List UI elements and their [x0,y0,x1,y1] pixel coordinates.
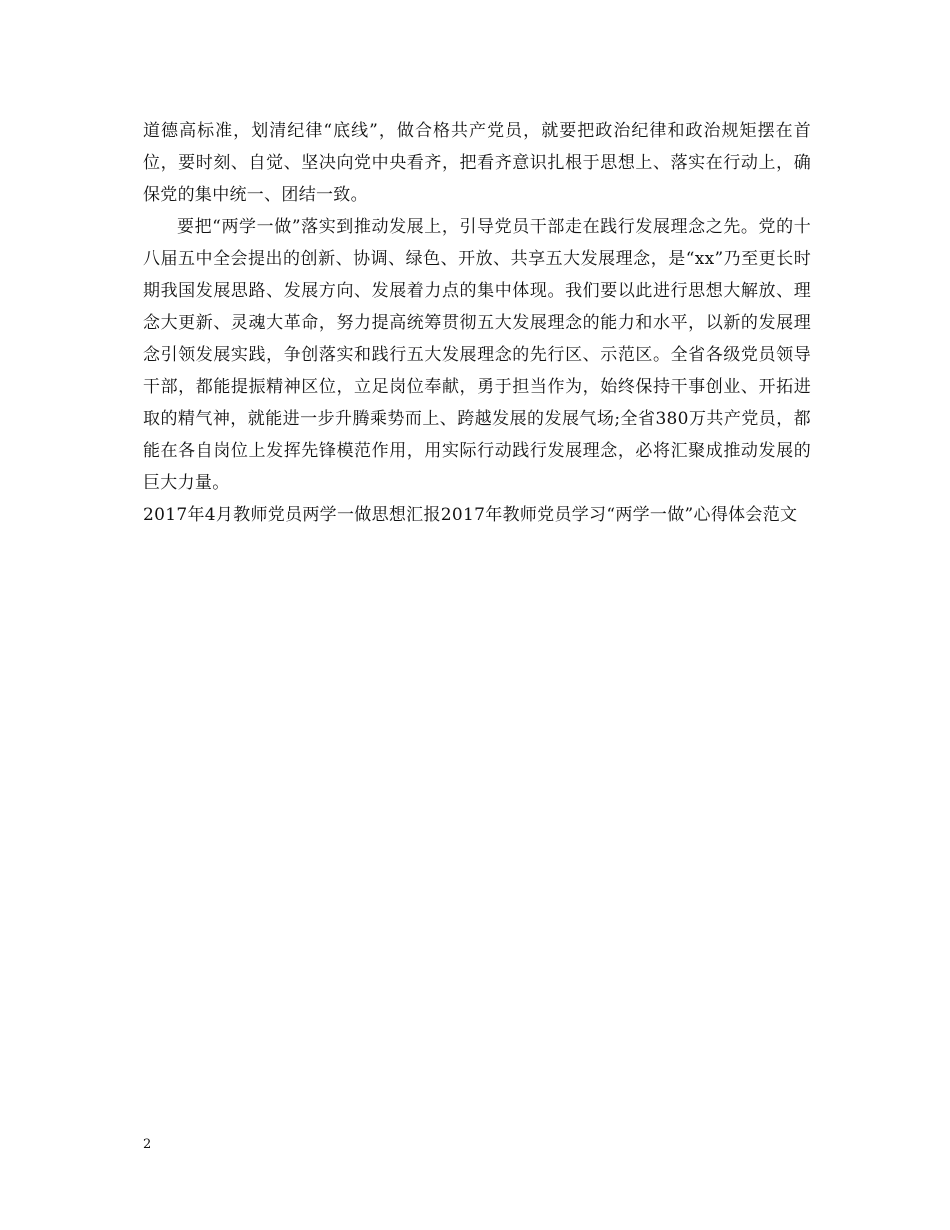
paragraph-related-titles: 2017年4月教师党员两学一做思想汇报2017年教师党员学习“两学一做”心得体会范文 [143,505,798,525]
page-number: 2 [143,1137,152,1152]
paragraph-development-concepts: 要把“两学一做”落实到推动发展上，引导党员干部走在践行发展理念之先。党的十八届五中全会提出的创新、协调、绿色、开放、共享五大发展理念，是“xx”乃至更长时期我国发展思路、发展方向、发展着力点的集中体现。我们要以此进行思想大解放、理念大更新、灵魂大革命，努力提高统筹贯彻五大发展理念的能力和水平，以新的发展理念引领发展实践，争创落实和践行五大发展理念的先行区、示范区。全省各级党员领导干部，都能提振精神区位，立足岗位奉献，勇于担当作为，始终保持干事创业、开拓进取的精气神，就能进一步升腾乘势而上、跨越发展的发展气场;全省380万共产党员，都能在各自岗位上发挥先锋模范作用，用实际行动践行发展理念，必将汇聚成推动发展的巨大力量。 [143,217,811,493]
paragraph-party-discipline: 道德高标准，划清纪律“底线”，做合格共产党员，就要把政治纪律和政治规矩摆在首位，要时刻、自觉、坚决向党中央看齐，把看齐意识扎根于思想上、落实在行动上，确保党的集中统一、团结一致。 [143,121,811,205]
document-body [143,115,811,531]
